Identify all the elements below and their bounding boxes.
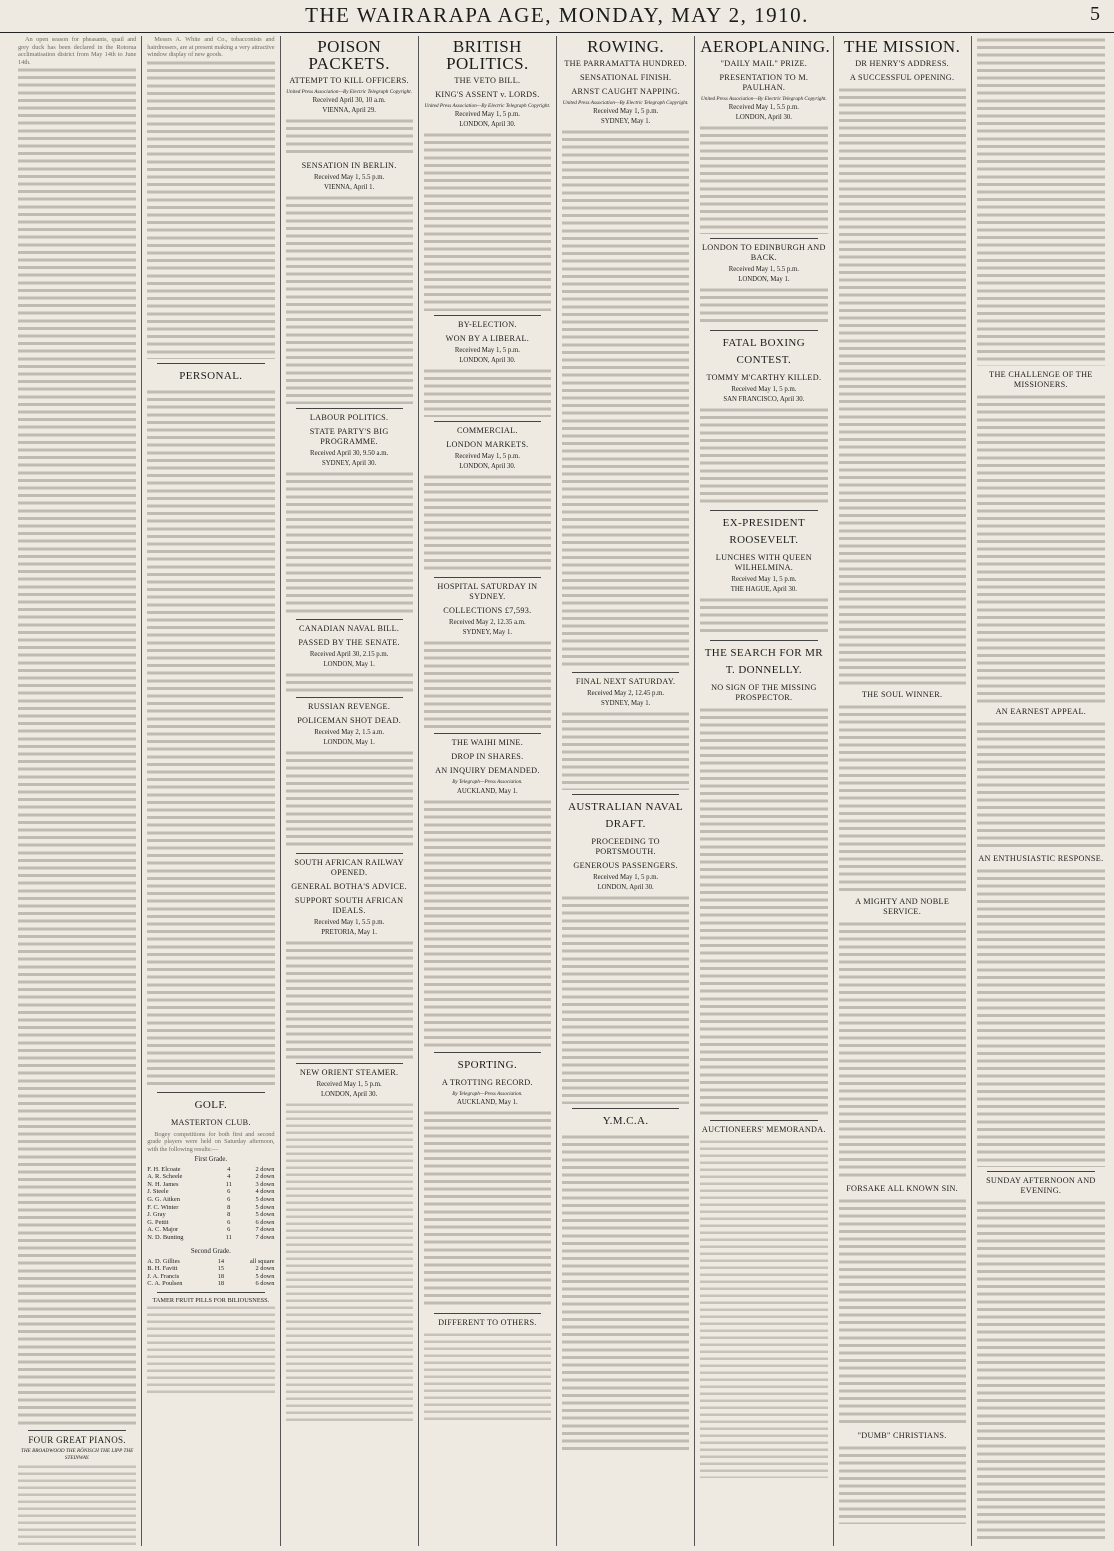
table-cell: all square [249, 1257, 275, 1265]
dateline: PRETORIA, May 1. [321, 929, 377, 937]
text-block [424, 473, 551, 573]
table-row [147, 1204, 274, 1212]
text-block [424, 367, 551, 417]
table-cell: J. Gray [147, 1211, 166, 1219]
text-block [424, 639, 551, 729]
dateline: Received May 1, 5.5 p.m. [314, 919, 385, 927]
wire-credit: United Press Association—By Electric Telegraph Copyright. [424, 103, 551, 109]
subheading: SUNDAY AFTERNOON AND EVENING. [986, 1176, 1096, 1195]
text-block [286, 939, 413, 1059]
table-cell: 5 down [255, 1195, 275, 1203]
table-cell: 18 [217, 1272, 225, 1280]
section-heading-golf: GOLF. [194, 1098, 228, 1111]
table-cell: 11 [225, 1233, 232, 1241]
subheading: LUNCHES WITH QUEEN WILHELMINA. [715, 553, 812, 573]
subheading: "DUMB" CHRISTIANS. [857, 1431, 947, 1440]
subheading: AN INQUIRY DEMANDED. [435, 766, 540, 776]
wire-credit: United Press Association—By Electric Telegraph Copyright. [286, 89, 412, 95]
text-block [977, 867, 1105, 1167]
text-block [839, 920, 966, 1180]
divider [434, 315, 541, 316]
divider [987, 1171, 1095, 1172]
table-cell: F. H. Elcoate [147, 1165, 181, 1173]
table-row [147, 1188, 274, 1196]
subheading: DROP IN SHARES. [451, 752, 524, 762]
table-cell: 8 [227, 1211, 231, 1219]
section-heading-ymca: Y.M.C.A. [602, 1115, 649, 1128]
dateline: LONDON, May 1. [738, 276, 790, 284]
subheading: AN EARNEST APPEAL. [995, 707, 1087, 716]
dateline: Received May 1, 5 p.m. [731, 576, 797, 584]
table-cell: 2 down [255, 1265, 275, 1273]
text-block [147, 59, 274, 359]
table-cell: 14 [217, 1257, 225, 1265]
section-heading-fatal-boxing: FATAL BOXING CONTEST. [722, 337, 806, 367]
text-block [700, 124, 827, 234]
dateline: SYDNEY, May 1. [462, 629, 513, 637]
dateline: Received May 1, 5.5 p.m. [728, 104, 799, 112]
column-1 [4, 36, 142, 1546]
table-cell: 6 down [255, 1280, 275, 1288]
dateline: Received April 30, 10 a.m. [312, 97, 386, 105]
table-cell: 7 down [255, 1233, 275, 1241]
subheading: BY-ELECTION. [457, 320, 517, 330]
wire-credit: By Telegraph—Press Association. [452, 1090, 523, 1097]
second-grade-table [147, 1258, 274, 1288]
text-block [424, 1331, 551, 1421]
dateline: Received May 1, 5 p.m. [454, 453, 520, 461]
table-cell: J. Steele [147, 1188, 169, 1196]
text-block [839, 86, 966, 686]
divider [434, 1052, 541, 1053]
section-heading-british-politics: BRITISH POLITICS. [446, 37, 529, 73]
section-heading-roosevelt: EX-PRESIDENT ROOSEVELT. [722, 517, 806, 547]
masthead [0, 0, 1114, 33]
table-row [147, 1181, 274, 1189]
section-heading-the-mission: THE MISSION. [844, 37, 961, 56]
table-cell: 7 down [255, 1226, 275, 1234]
dateline: Received May 1, 5 p.m. [593, 874, 659, 882]
dateline: LONDON, April 30. [597, 884, 654, 892]
dateline: Received May 2, 1.5 a.m. [314, 729, 385, 737]
dateline: Received May 1, 5 p.m. [454, 347, 520, 355]
section-heading-personal: PERSONAL. [179, 369, 243, 382]
dateline: Received May 1, 5.5 p.m. [314, 174, 385, 182]
divider [710, 1120, 817, 1121]
table-cell: 6 [227, 1195, 231, 1203]
column-3 [281, 36, 419, 1546]
divider [434, 733, 541, 734]
text-block [839, 1197, 966, 1427]
subheading: CANADIAN NAVAL BILL. [299, 624, 400, 634]
subheading: FINAL NEXT SATURDAY. [575, 677, 676, 687]
divider [710, 510, 817, 511]
divider [710, 238, 817, 239]
table-cell: 11 [225, 1180, 232, 1188]
dateline: LONDON, April 30. [459, 357, 516, 365]
divider [157, 1092, 264, 1093]
page-number: 5 [1090, 3, 1100, 25]
text-block [424, 798, 551, 1048]
table-cell: A. R. Scheele [147, 1173, 183, 1181]
text-block [147, 1304, 274, 1394]
dateline: LONDON, April 30. [459, 121, 516, 129]
subheading: PROCEEDING TO PORTSMOUTH. [591, 837, 660, 857]
subheading: SENSATION IN BERLIN. [301, 161, 397, 171]
subheading: TOMMY M'CARTHY KILLED. [706, 373, 822, 383]
subheading: A MIGHTY AND NOBLE SERVICE. [855, 897, 950, 916]
wire-credit: United Press Association—By Electric Telegraph Copyright. [562, 100, 689, 106]
section-heading-rowing: ROWING. [587, 37, 665, 56]
subheading: "DAILY MAIL" PRIZE. [720, 59, 808, 68]
first-grade-label: First Grade. [194, 1155, 228, 1163]
column-4 [419, 36, 557, 1546]
table-row [147, 1196, 274, 1204]
text-block [977, 36, 1105, 366]
section-heading-aeroplaning: AEROPLANING. [700, 37, 831, 56]
table-cell: 5 down [255, 1272, 275, 1280]
text-block [286, 194, 413, 404]
dateline: LONDON, April 30. [320, 1091, 378, 1099]
subheading: DR HENRY'S ADDRESS. [855, 59, 950, 68]
subheading: POLICEMAN SHOT DEAD. [297, 716, 402, 726]
dateline: SAN FRANCISCO, April 30. [723, 396, 805, 404]
divider [434, 421, 541, 422]
text-block [839, 1444, 966, 1524]
column-7 [834, 36, 972, 1546]
table-cell: 18 [217, 1280, 225, 1288]
table-cell: G. G. Aitken [147, 1195, 180, 1203]
subheading: COMMERCIAL. [456, 426, 518, 436]
subheading: SENSATIONAL FINISH. [579, 73, 672, 82]
table-cell: 3 down [255, 1180, 275, 1188]
section-heading-naval-draft: AUSTRALIAN NAVAL DRAFT. [568, 801, 684, 831]
subheading: FORSAKE ALL KNOWN SIN. [846, 1184, 959, 1193]
subheading: THE SOUL WINNER. [861, 690, 943, 699]
divider [572, 794, 679, 795]
divider [572, 1108, 679, 1109]
newspaper-title: THE WAIRARAPA AGE, MONDAY, MAY 2, 1910. [305, 3, 809, 27]
dateline: Received May 2, 12.45 p.m. [587, 690, 665, 698]
divider [434, 1313, 541, 1314]
text-block [700, 596, 827, 636]
divider [157, 1292, 264, 1293]
table-cell: C. A. Poulsen [147, 1280, 183, 1288]
dateline: Received May 2, 12.35 a.m. [449, 619, 526, 627]
first-grade-table [147, 1166, 274, 1242]
dateline: Received May 1, 5 p.m. [454, 111, 520, 119]
column-8 [972, 36, 1110, 1546]
subheading: GENEROUS PASSENGERS. [573, 861, 678, 871]
text-block [977, 393, 1105, 703]
table-row [147, 1280, 274, 1288]
text-block [562, 128, 689, 668]
table-cell: F. C. Winter [147, 1203, 179, 1211]
divider [710, 330, 817, 331]
table-row [147, 1258, 274, 1266]
table-row [147, 1166, 274, 1174]
table-row [147, 1265, 274, 1273]
subheading: THE PARRAMATTA HUNDRED. [564, 59, 687, 68]
table-cell: J. A. Francis [147, 1272, 180, 1280]
table-cell: 2 down [255, 1173, 275, 1181]
text-block [562, 894, 689, 1104]
dateline: LONDON, May 1. [323, 661, 375, 669]
text-block [286, 1101, 413, 1421]
divider [296, 408, 403, 409]
subheading: WON BY A LIBERAL. [445, 334, 530, 344]
article-columns [4, 36, 1110, 1546]
dateline: LONDON, April 30. [459, 463, 516, 471]
subheading: NEW ORIENT STEAMER. [299, 1068, 399, 1078]
text-block [286, 470, 413, 615]
column-5 [557, 36, 695, 1546]
table-cell: 5 down [255, 1203, 275, 1211]
section-heading-poison-packets: POISON PACKETS. [308, 37, 390, 73]
section-heading-donnelly-search: THE SEARCH FOR MR T. DONNELLY. [704, 647, 824, 677]
subheading: LABOUR POLITICS. [309, 413, 389, 423]
table-cell: 6 [227, 1218, 231, 1226]
dateline: Received May 1, 5 p.m. [316, 1081, 382, 1089]
subheading: LONDON MARKETS. [446, 440, 529, 450]
article-paragraph: Messrs A. White and Co., tobacconists and hairdressers, are at present making a very attractive window display of new goods. [147, 36, 275, 59]
table-cell: G. Pettit [147, 1218, 169, 1226]
second-grade-label: Second Grade. [190, 1247, 231, 1255]
dateline: AUCKLAND, May 1. [456, 787, 518, 795]
table-cell: B. H. Favitt [147, 1265, 178, 1273]
table-row [147, 1173, 274, 1181]
divider [157, 363, 264, 364]
text-block [700, 706, 827, 1116]
subheading: A SUCCESSFUL OPENING. [849, 73, 955, 82]
advert-heading: TAMER FRUIT PILLS FOR BILIOUSNESS. [152, 1296, 270, 1304]
subheading: NO SIGN OF THE MISSING PROSPECTOR. [711, 683, 817, 703]
dateline: SYDNEY, May 1. [600, 118, 651, 126]
golf-subheading: MASTERTON CLUB. [170, 1117, 251, 1127]
table-cell: 2 down [255, 1165, 275, 1173]
subheading: THE WAIHI MINE. [451, 738, 524, 748]
dateline: Received May 1, 5 p.m. [731, 386, 797, 394]
table-cell: 6 down [255, 1218, 275, 1226]
subheading: AUCTIONEERS' MEMORANDA. [701, 1125, 826, 1135]
section-heading-sporting: SPORTING. [457, 1058, 518, 1071]
table-cell: 4 [227, 1165, 231, 1173]
text-block [286, 671, 413, 693]
table-cell: A. D. Gillies [147, 1257, 180, 1265]
column-6 [695, 36, 833, 1546]
table-row [147, 1273, 274, 1281]
text-block [700, 406, 827, 506]
subheading: THE VETO BILL. [454, 76, 521, 85]
dateline: Received May 1, 5.5 p.m. [728, 266, 799, 274]
table-cell: N. D. Bunting [147, 1233, 184, 1241]
subheading: PASSED BY THE SENATE. [298, 638, 400, 648]
subheading: STATE PARTY'S BIG PROGRAMME. [309, 427, 389, 447]
text-block [18, 1463, 136, 1546]
table-cell: 4 [227, 1173, 231, 1181]
text-block [424, 1109, 551, 1309]
dateline: SYDNEY, May 1. [600, 700, 651, 708]
text-block [424, 131, 551, 311]
subheading: ARNST CAUGHT NAPPING. [571, 87, 680, 96]
divider [434, 577, 541, 578]
table-cell: 6 [227, 1188, 231, 1196]
dateline: Received April 30, 9.50 a.m. [310, 450, 389, 458]
subheading: GENERAL BOTHA'S ADVICE. [291, 882, 407, 892]
wire-credit: By Telegraph—Press Association. [452, 779, 523, 786]
subheading: A TROTTING RECORD. [441, 1077, 533, 1087]
text-block [977, 720, 1105, 850]
text-block [147, 388, 274, 1088]
divider [572, 672, 679, 673]
dateline: VIENNA, April 1. [324, 184, 375, 192]
subheading: AN ENTHUSIASTIC RESPONSE. [978, 854, 1104, 863]
divider [28, 1430, 126, 1431]
advert-heading: FOUR GREAT PIANOS. [28, 1435, 126, 1446]
table-row [147, 1226, 274, 1234]
table-row [147, 1234, 274, 1242]
text-block [562, 1133, 689, 1453]
table-cell: N. H. James [147, 1180, 179, 1188]
dateline: Received May 1, 5 p.m. [593, 108, 659, 116]
dateline: AUCKLAND, May 1. [456, 1098, 518, 1106]
table-row [147, 1211, 274, 1219]
dateline: LONDON, May 1. [323, 739, 375, 747]
subheading: COLLECTIONS £7,593. [443, 606, 532, 616]
advert-subheading: THE BROADWOOD THE RÖNISCH THE LIPP THE STEINWAY. [20, 1448, 134, 1461]
dateline: Received April 30, 2.15 p.m. [309, 651, 389, 659]
divider [710, 640, 817, 641]
text-block [562, 710, 689, 790]
subheading: ATTEMPT TO KILL OFFICERS. [289, 76, 409, 85]
subheading: LONDON TO EDINBURGH AND BACK. [702, 243, 826, 263]
wire-credit: United Press Association—By Electric Telegraph Copyright. [701, 96, 827, 102]
subheading: THE CHALLENGE OF THE MISSIONERS. [989, 370, 1093, 389]
subheading: SOUTH AFRICAN RAILWAY OPENED. [294, 858, 404, 878]
divider [296, 697, 403, 698]
table-cell: 8 [227, 1203, 231, 1211]
text-block [700, 1138, 827, 1478]
dateline: SYDNEY, April 30. [321, 460, 377, 468]
subheading: PRESENTATION TO M. PAULHAN. [719, 73, 809, 92]
divider [296, 619, 403, 620]
table-cell: 5 down [255, 1211, 275, 1219]
subheading: HOSPITAL SATURDAY IN SYDNEY. [437, 582, 538, 602]
table-cell: A. C. Major [147, 1226, 179, 1234]
text-block [977, 1199, 1105, 1539]
text-block [839, 703, 966, 893]
dateline: LONDON, April 30. [735, 114, 792, 122]
text-block [286, 749, 413, 849]
table-cell: 6 [227, 1226, 231, 1234]
divider [296, 1063, 403, 1064]
dateline: THE HAGUE, April 30. [730, 586, 797, 594]
golf-intro: Bogey competitions for both first and second grade players were held on Saturday afternoon, with the following results:— [147, 1130, 275, 1153]
subheading: KING'S ASSENT v. LORDS. [435, 90, 540, 99]
subheading: DIFFERENT TO OTHERS. [438, 1317, 537, 1327]
table-cell: 4 down [255, 1188, 275, 1196]
divider [296, 853, 403, 854]
text-block [286, 117, 413, 157]
column-2 [142, 36, 280, 1546]
table-cell: 15 [217, 1265, 225, 1273]
text-block [18, 66, 136, 1426]
table-row [147, 1219, 274, 1227]
subheading: SUPPORT SOUTH AFRICAN IDEALS. [294, 896, 404, 916]
dateline: VIENNA, April 29. [322, 107, 376, 115]
article-paragraph: An open season for pheasants, quail and grey duck has been declared in the Rotorua acclimatisation district from May 14th to June 14th. [18, 36, 137, 66]
text-block [700, 286, 827, 326]
subheading: RUSSIAN REVENGE. [308, 702, 391, 712]
